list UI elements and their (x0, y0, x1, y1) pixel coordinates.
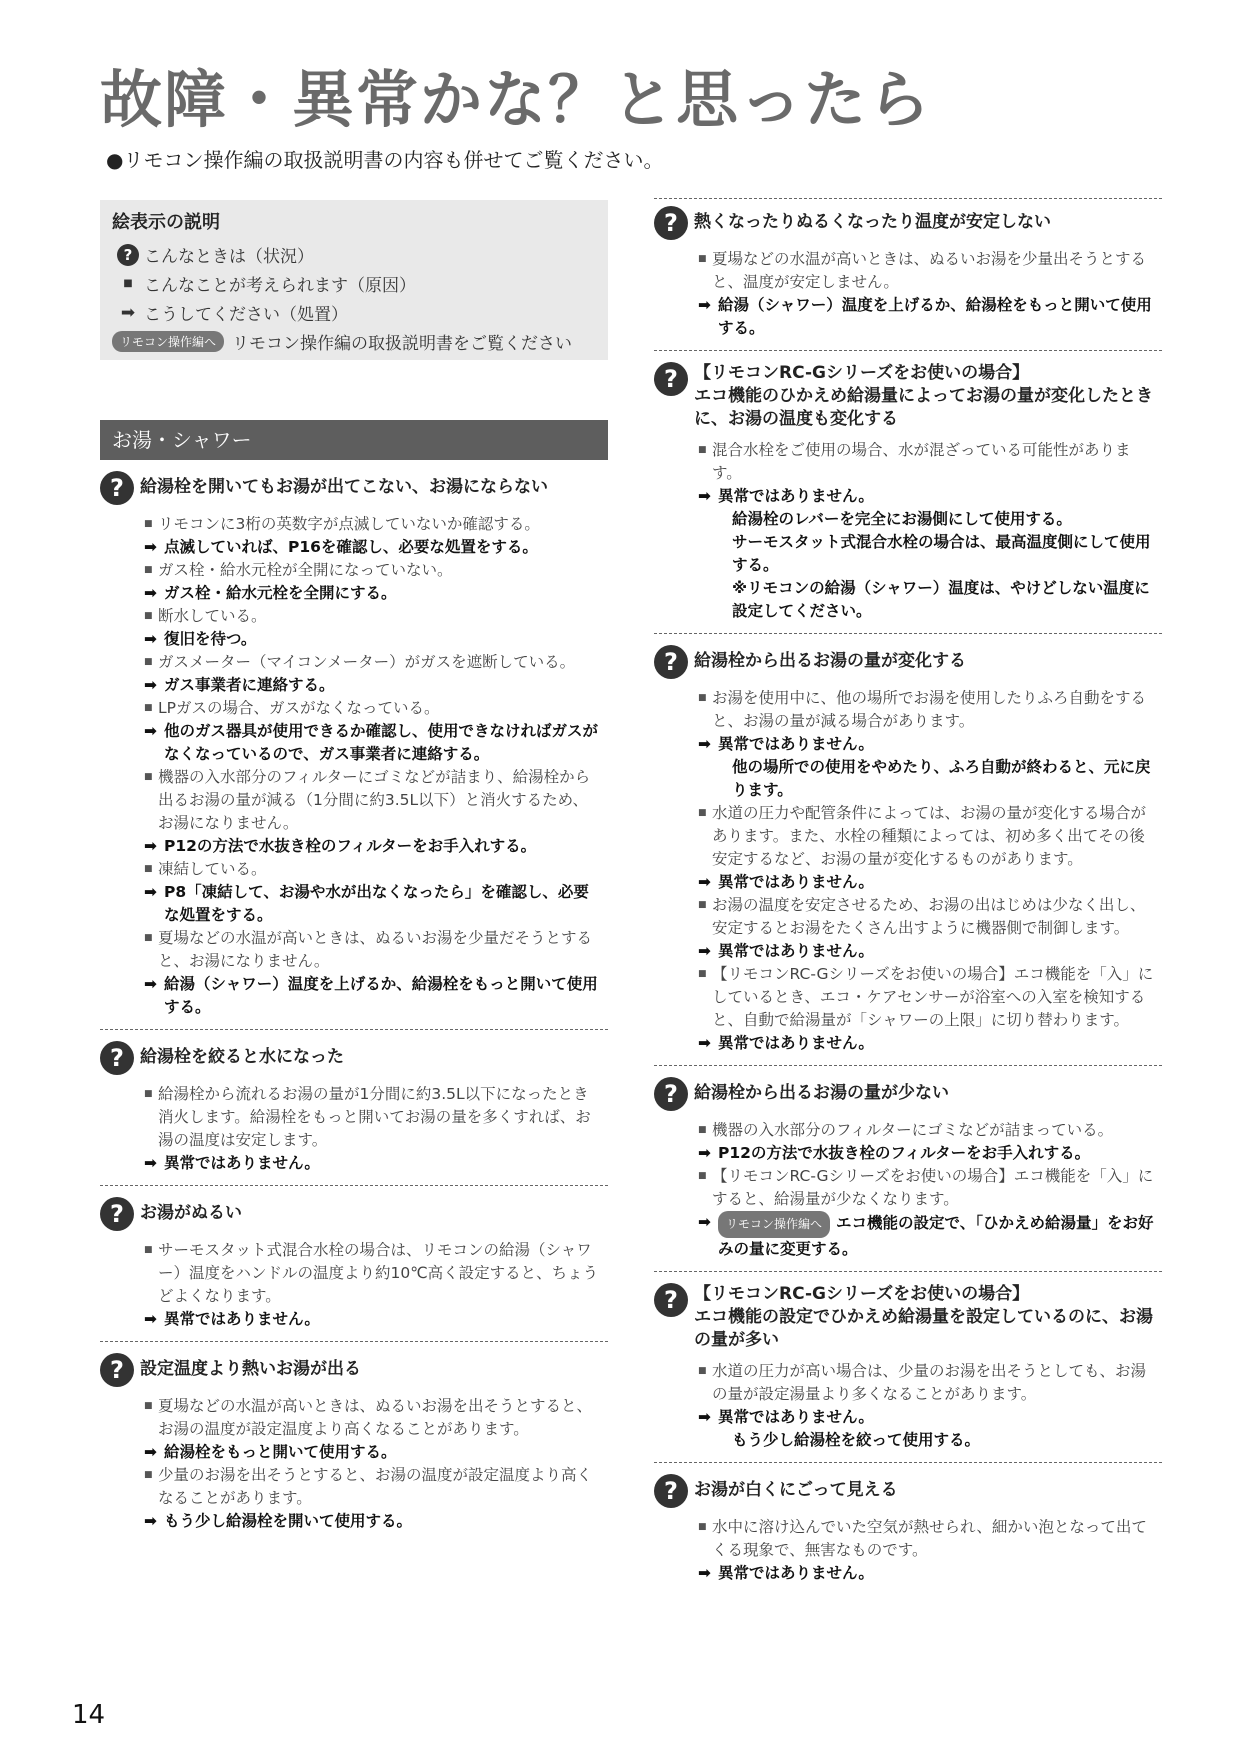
action-item: ➡ 異常ではありません。 (144, 1152, 602, 1175)
section-heading: ? 給湯栓から出るお湯の量が少ない (654, 1076, 1162, 1111)
cause-item: ■ ガスメーター（マイコンメーター）がガスを遮断している。 (144, 651, 602, 674)
remote-manual-badge: リモコン操作編へ (718, 1211, 830, 1238)
section-lukewarm (100, 1196, 608, 1342)
intro-note: ●リモコン操作編の取扱説明書の内容も併せてご覧ください。 (106, 148, 664, 172)
cause-item: ■ 凍結している。 (144, 858, 602, 881)
action-item: ➡ 異常ではありません。 (698, 1032, 1156, 1055)
section-heading: ? 【リモコンRC-Gシリーズをお使いの場合】 エコ機能の設定でひかえめ給湯量を設定しているのに、お湯の量が多い (654, 1282, 1162, 1352)
action-item: ➡ 異常ではありません。 (698, 485, 1156, 508)
section-turns-to-water (100, 1040, 608, 1186)
cause-item: ■ お湯を使用中に、他の場所でお湯を使用したりふろ自動をすると、お湯の量が減る場合があります。 (698, 687, 1156, 733)
section-heading: ? 【リモコンRC-Gシリーズをお使いの場合】 エコ機能のひかえめ給湯量によってお湯の量が変化したときに、お湯の温度も変化する (654, 361, 1162, 431)
section-unstable-temperature (654, 198, 1162, 351)
action-item: ➡ P12の方法で水抜き栓のフィルターをお手入れする。 (144, 835, 602, 858)
legend-box (100, 200, 608, 360)
cause-item: ■ 給湯栓から流れるお湯の量が1分間に約3.5L以下になったとき消火します。給湯栓をもっと開いてお湯の量を多くすれば、お湯の温度は安定します。 (144, 1083, 602, 1152)
page-title: 故障・異常かな？と思ったら (100, 63, 933, 136)
action-item: ➡ 他のガス器具が使用できるか確認し、使用できなければガスがなくなっているので、ガス事業者に連絡する。 (144, 720, 602, 766)
question-icon: ? (100, 1353, 134, 1387)
action-item: ➡ 異常ではありません。 (698, 733, 1156, 756)
cause-item: ■ サーモスタット式混合水栓の場合は、リモコンの給湯（シャワー）温度をハンドルの温度より約10℃高く設定すると、ちょうどよくなります。 (144, 1239, 602, 1308)
action-item: もう少し給湯栓を絞って使用する。 (732, 1431, 981, 1449)
cause-item: ■ 【リモコンRC-Gシリーズをお使いの場合】エコ機能を「入」にすると、給湯量が少なくなります。 (698, 1165, 1156, 1211)
cause-item: ■ 水道の圧力が高い場合は、少量のお湯を出そうとしても、お湯の量が設定湯量より多くなることがあります。 (698, 1360, 1156, 1406)
cause-item: ■ 機器の入水部分のフィルターにゴミなどが詰まり、給湯栓から出るお湯の量が減る（1分間に約3.5L以下）と消火するため、お湯になりません。 (144, 766, 602, 835)
question-icon: ? (654, 362, 688, 396)
section-heading: ? 熱くなったりぬるくなったり温度が安定しない (654, 205, 1162, 240)
action-item: ➡ 復旧を待つ。 (144, 628, 602, 651)
question-icon: ? (100, 471, 134, 505)
action-item: ➡ 点滅していれば、P16を確認し、必要な処置をする。 (144, 536, 602, 559)
section-flow-changes (654, 644, 1162, 1066)
legend-row-cause (112, 269, 596, 298)
action-item: ➡ ガス事業者に連絡する。 (144, 674, 602, 697)
action-item: ➡ 異常ではありません。 (698, 871, 1156, 894)
cause-item: ■ お湯の温度を安定させるため、お湯の出はじめは少なく出し、安定するとお湯をたくさん出すように機器側で制御します。 (698, 894, 1156, 940)
section-heading: ? お湯が白くにごって見える (654, 1473, 1162, 1508)
arrow-right-icon: ➡ (120, 302, 136, 323)
page-number: 14 (72, 1700, 106, 1730)
cause-item: ■ 夏場などの水温が高いときは、ぬるいお湯を少量出そうとすると、温度が安定しません。 (698, 248, 1156, 294)
action-item: ➡ ガス栓・給水元栓を全開にする。 (144, 582, 602, 605)
question-icon: ? (654, 1474, 688, 1508)
cause-item: ■ 混合水栓をご使用の場合、水が混ざっている可能性があります。 (698, 439, 1156, 485)
cause-item: ■ 夏場などの水温が高いときは、ぬるいお湯を出そうとすると、お湯の温度が設定温度より高くなることがあります。 (144, 1395, 602, 1441)
action-item: 他の場所での使用をやめたり、ふろ自動が終わると、元に戻ります。 (732, 758, 1151, 799)
cause-item: ■ 夏場などの水温が高いときは、ぬるいお湯を少量だそうとすると、お湯になりません。 (144, 927, 602, 973)
cause-item: ■ 機器の入水部分のフィルターにゴミなどが詰まっている。 (698, 1119, 1156, 1142)
action-item: ➡ 給湯栓をもっと開いて使用する。 (144, 1441, 602, 1464)
remote-manual-badge: リモコン操作編へ (112, 331, 224, 352)
action-item: ➡ P12の方法で水抜き栓のフィルターをお手入れする。 (698, 1142, 1156, 1165)
cause-item: ■ LPガスの場合、ガスがなくなっている。 (144, 697, 602, 720)
question-icon: ? (654, 1077, 688, 1111)
section-heading: ? お湯がぬるい (100, 1196, 608, 1231)
section-heading: ? 給湯栓を絞ると水になった (100, 1040, 608, 1075)
cause-item: ■ 少量のお湯を出そうとすると、お湯の温度が設定温度より高くなることがあります。 (144, 1464, 602, 1510)
left-column (100, 420, 608, 1553)
cause-item: ■ 水中に溶け込んでいた空気が熱せられ、細かい泡となって出てくる現象で、無害なものです。 (698, 1516, 1156, 1562)
square-bullet-icon: ■ (123, 278, 133, 289)
action-item: ➡ 異常ではありません。 (698, 1406, 1156, 1429)
action-item: 給湯栓のレバーを完全にお湯側にして使用する。 (732, 510, 1072, 528)
section-heading: ? 給湯栓から出るお湯の量が変化する (654, 644, 1162, 679)
section-flow-too-high (654, 1282, 1162, 1463)
question-icon: ? (117, 244, 139, 266)
action-item: ➡ 異常ではありません。 (698, 940, 1156, 963)
section-no-hot-water (100, 470, 608, 1030)
cause-item: ■ ガス栓・給水元栓が全開になっていない。 (144, 559, 602, 582)
action-item: サーモスタット式混合水栓の場合は、最高温度側にして使用する。 (732, 533, 1151, 574)
question-icon: ? (100, 1197, 134, 1231)
legend-row-reference (112, 327, 596, 356)
question-icon: ? (654, 206, 688, 240)
section-hotter-than-set (100, 1352, 608, 1543)
legend-cause-label: こんなことが考えられます（原因） (144, 276, 416, 296)
action-item: ➡ もう少し給湯栓を開いて使用する。 (144, 1510, 602, 1533)
cause-item: ■ 断水している。 (144, 605, 602, 628)
section-heading: ? 給湯栓を開いてもお湯が出てこない、お湯にならない (100, 470, 608, 505)
question-icon: ? (100, 1041, 134, 1075)
right-column (654, 198, 1162, 1605)
cause-item: ■ リモコンに3桁の英数字が点滅していないか確認する。 (144, 513, 602, 536)
question-icon: ? (654, 1283, 688, 1317)
legend-title: 絵表示の説明 (112, 212, 220, 233)
cause-item: ■ 【リモコンRC-Gシリーズをお使いの場合】エコ機能を「入」にしているとき、エコ・ケアセンサーが浴室への入室を検知すると、自動で給湯量が「シャワーの上限」に切り替わります。 (698, 963, 1156, 1032)
action-item: ➡ 異常ではありません。 (144, 1308, 602, 1331)
action-item: ➡ 給湯（シャワー）温度を上げるか、給湯栓をもっと開いて使用する。 (698, 294, 1156, 340)
legend-action-label: こうしてください（処置） (144, 305, 348, 325)
question-icon: ? (654, 645, 688, 679)
category-header: お湯・シャワー (100, 420, 608, 460)
legend-row-action (112, 298, 596, 327)
legend-situation-label: こんなときは（状況） (144, 247, 314, 267)
action-item: ➡ 異常ではありません。 (698, 1562, 1156, 1585)
section-eco-temperature-change (654, 361, 1162, 634)
action-item: ➡ リモコン操作編へ エコ機能の設定で、「ひかえめ給湯量」をお好みの量に変更する。 (698, 1211, 1156, 1261)
action-item: ➡ P8「凍結して、お湯や水が出なくなったら」を確認し、必要な処置をする。 (144, 881, 602, 927)
action-note: ※リモコンの給湯（シャワー）温度は、やけどしない温度に設定してください。 (732, 579, 1150, 620)
section-heading: ? 設定温度より熱いお湯が出る (100, 1352, 608, 1387)
action-item: ➡ 給湯（シャワー）温度を上げるか、給湯栓をもっと開いて使用する。 (144, 973, 602, 1019)
cause-item: ■ 水道の圧力や配管条件によっては、お湯の量が変化する場合があります。また、水栓の種類によっては、初め多く出てその後安定するなど、お湯の量が変化するものがあります。 (698, 802, 1156, 871)
legend-row-situation (112, 240, 596, 269)
legend-reference-label: リモコン操作編の取扱説明書をご覧ください (232, 334, 573, 354)
section-low-flow (654, 1076, 1162, 1272)
section-cloudy-water (654, 1473, 1162, 1595)
